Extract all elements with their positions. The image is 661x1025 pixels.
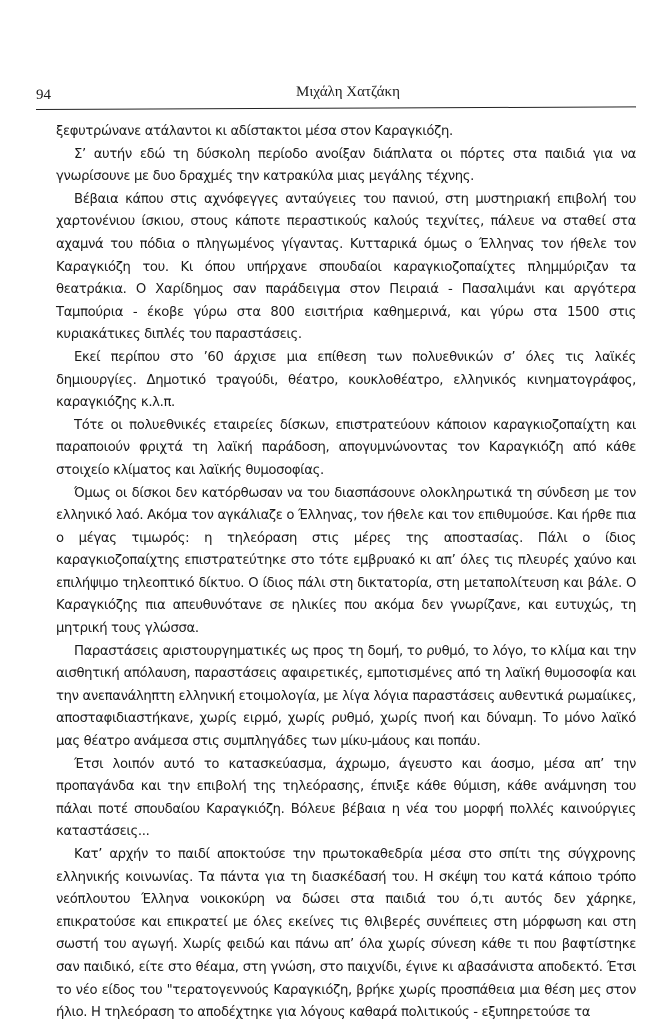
paragraph: ξεφυτρώνανε ατάλαντοι κι αδίστακτοι μέσα στον Καραγκιόζη. [56,124,453,139]
body-text [56,121,636,1025]
paragraph: Όμως οι δίσκοι δεν κατόρθωσαν να του διασπάσουνε ολοκληρωτικά τη σύνδεση με τον ελληνικό λαό. Ακόμα τον αγκάλιαζε ο Έλληνας, τον ήθελε και τον επιθυμούσε. Και ήρθε πια ο μέγας τιμωρός: η τηλεόραση στις μέρες της αποστασίας. Πάλι ο ίδιος καραγκιοζοπαίχτης επιστρατεύτηκε στο τότε εμβρυακό κι απ’ όλες τις πλευρές χαύνο και επιλήψιμο τηλεοπτικό δίκτυο. Ο ίδιος πάλι στη δικτατορία, στη μεταπολίτευση και βάλε. Ο Καραγκιόζης πια απευθυνότανε σε ηλικίες που ακόμα δεν γνωρίζανε, και ευτυχώς, τη μητρική τους γλώσσα. [56,485,636,637]
paragraph: Σ’ αυτήν εδώ τη δύσκολη περίοδο ανοίξαν διάπλατα οι πόρτες στα παιδιά για να γνωρίσουνε με δυο δραχμές την κατρακύλα μιας μεγάλης τέχνης. [56,146,636,185]
paragraph: Παραστάσεις αριστουργηματικές ως προς τη δομή, το ρυθμό, το λόγο, το κλίμα και την αισθητική απόλαυση, παραστάσεις αφαιρετικές, εμποτισμένες από τη λαϊκή θυμοσοφία και την ανεπανάληπτη ελληνική ετοιμολογία, με λίγα λόγια παραστάσεις αυθεντικά ρωμαίικες, αποσταφιδιαστήκανε, χωρίς ειρμό, χωρίς ρυθμό, χωρίς πνοή και δύναμη. Το μόνο λαϊκό μας θέατρο ανάμεσα στις συμπληγάδες των μίκυ-μάους και ποπάυ. [56,643,636,750]
paragraph: Εκεί περίπου στο ’60 άρχισε μια επίθεση των πολυεθνικών σ’ όλες τις λαϊκές δημιουργίες. Δημοτικό τραγούδι, θέατρο, κουκλοθέατρο, ελληνικός κινηματογράφος, καραγκιόζης κ.λ.π. [56,349,636,411]
paragraph: Τότε οι πολυεθνικές εταιρείες δίσκων, επιστρατεύουν κάποιον καραγκιοζοπαίχτη και παραποιούν φριχτά τη λαϊκή παράδοση, απογυμνώνοντας τον Καραγκιόζη από κάθε στοιχείο κλίματος και λαϊκής θυμοσοφίας. [56,417,636,478]
paragraph: Έτσι λοιπόν αυτό το κατασκεύασμα, άχρωμο, άγευστο και άοσμο, μέσα απ’ την προπαγάνδα και την επιβολή της τηλεόρασης, έπνιξε κάθε θύμιση, κάθε ανάμνηση του πάλαι ποτέ σπουδαίου Καραγκιόζη. Βόλευε βέβαια η νέα του μορφή πολλές καινούργιες καταστάσεις... [56,756,636,840]
page-number: 94 [36,87,51,103]
paragraph: Κατ’ αρχήν το παιδί αποκτούσε την πρωτοκαθεδρία μέσα στο σπίτι της σύγχρονης ελληνικής κοινωνίας. Τα πάντα για τη διασκέδασή του. Η σκέψη του κατά κάποιο τρόπο νεόπλουτου Έλληνα νοικοκύρη να δώσει στα παιδιά του ό,τι αυτός δεν χάρηκε, επικρατούσε και επικρατεί με όλες εκείνες τις θλιβερές συνέπειες στη μόρφωση και στη σωστή του αγωγή. Χωρίς φειδώ και πάνω απ’ όλα χωρίς σύνεση κάθε τι που βαφτίστηκε σαν παιδικό, είτε στο θέαμα, στη γνώση, στο παιχνίδι, έγινε κι αβασάνιστα αποδεκτό. Έτσι το νέο είδος του "τερατογεννούς Καραγκιόζη, βρήκε χωρίς προσπάθεια μια θέση μες στον ήλιο. Η τηλεόραση το αποδέχτηκε για λόγους καθαρά πολιτικούς - εξυπηρετούσε τα [56,847,636,1021]
paragraph: Βέβαια κάπου στις αχνόφεγγες ανταύγειες του πανιού, στη μυστηριακή επιβολή του χαρτονένιου ίσκιου, στους κάποτε περαστικούς καλούς τεχνίτες, πάλευε να σταθεί στα αχαμνά του πόδια ο πληγωμένος γίγαντας. Κυτταρικά όμως ο Έλληνας τον ήθελε τον Καραγκιόζη του. Κι όπου υπήρχανε σπουδαίοι καραγκιοζοπαίχτες πλημμύριζαν τα θεατράκια. Ο Χαρίδημος σαν παράδειγμα στον Πειραιά - Πασαλιμάνι και αργότερα Ταμπούρια - έκοβε γύρω στα 800 εισιτήρια καθημερινά, και γύρω στα 1500 στις κυριακάτικες διπλές του παραστάσεις. [56,191,636,343]
running-head-author: Μιχάλη Χατζάκη [296,84,400,100]
